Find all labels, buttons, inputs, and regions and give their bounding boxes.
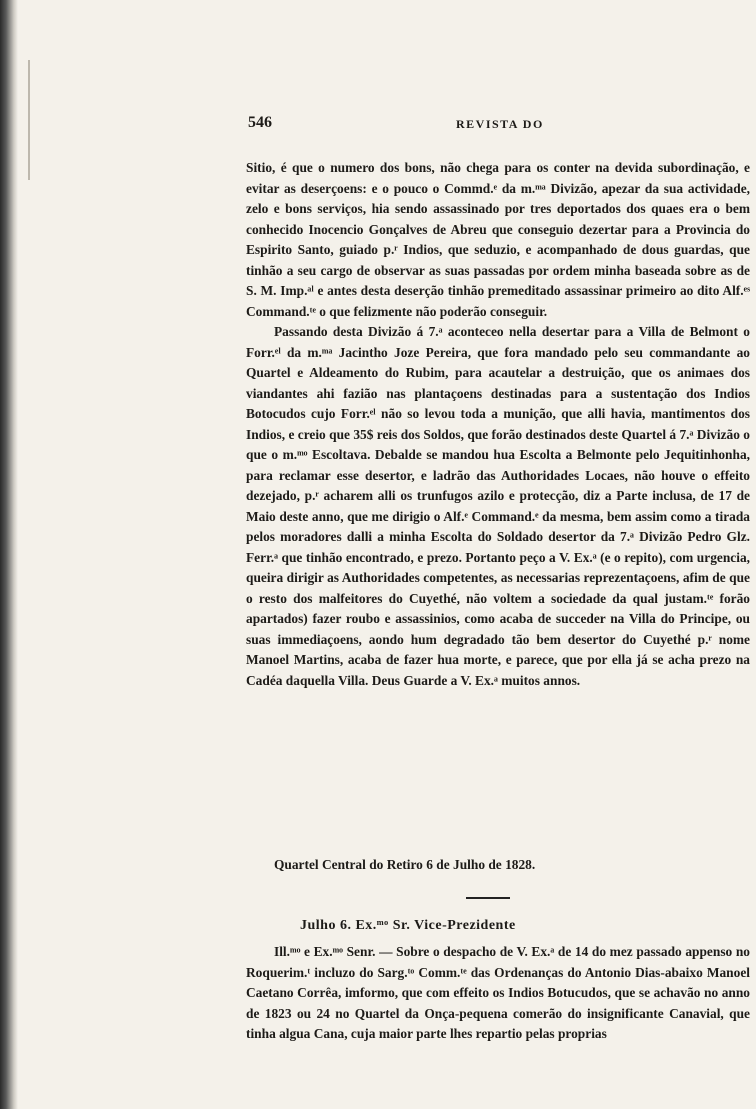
letter-signoff: Quartel Central do Retiro 6 de Julho de 1828. [274,857,536,872]
section-divider [466,897,510,899]
letter-body [246,158,750,691]
page-binding-edge [0,0,18,1109]
section-body [246,942,750,1045]
running-head: REVISTA DO [456,117,544,131]
page-header [248,114,726,144]
paragraph-continuation: Sitio, é que o numero dos bons, não chega para os conter na devida subordinação, e evitar as deserçoens: e o pouco o Commd.ᵉ da m.ᵐᵃ Divizão, apezar da sua actividade, zelo e bons serviços, hia sendo assassinado por tres deportados dos quaes era o bem conhecido Inocencio Gonçalves de Abreu que conseguio dezertar para a Provincia do Espirito Santo, guiado p.ʳ Indios, que seduzio, e acompanhado de dous guardas, que tinhão a seu cargo de observar as suas passadas por ordem minha baseada sobre as de S. M. Imp.ᵃˡ e antes desta deserção tinhão premeditado assassinar primeiro ao dito Alf.ᵉˢ Command.ᵗᵉ o que felizmente não poderão conseguir. [246,160,750,319]
page-number: 546 [248,114,272,131]
section-heading: Julho 6. Ex.ᵐᵒ Sr. Vice-Prezidente [300,918,516,933]
paragraph: Passando desta Divizão á 7.ᵃ aconteceo nella desertar para a Villa de Belmont o Forr.ᵉˡ da m.ᵐᵃ Jacintho Joze Pereira, que fora mandado pelo seu commandante ao Quartel e Aldeamento do Rubim, para acautelar a destruição, que os animaes dos viandantes ahi fazião nas plantaçoens destinadas para a sustentação dos Indios Botocudos cujo Forr.ᵉˡ não so levou toda a munição, que alli havia, mantimentos dos Indios, e creio que 35$ reis dos Soldos, que forão destinados deste Quartel á 7.ᵃ Divizão o que o m.ᵐᵒ Escoltava. Debalde se mandou hua Escolta a Belmonte pelo Jequitinhonha, para reclamar esse desertor, e ladrão das Authoridades Locaes, não houve o effeito dezejado, p.ʳ acharem alli os trunfugos azilo e protecção, diz a Parte inclusa, de 17 de Maio deste anno, que me dirigio o Alf.ᵉ Command.ᵉ da mesma, bem assim como a tirada pelos moradores dalli a minha Escolta do Soldado desertor da 7.ᵃ Divizão Pedro Glz. Ferr.ᵃ que tinhão encontrado, e prezo. Portanto peço a V. Ex.ᵃ (e o repito), com urgencia, queira dirigir as Authoridades competentes, as necessarias reprezentaçoens, afim de que o resto dos malfeitores do Cuyethé, não voltem a sociedade da qual justam.ᵗᵉ forão apartados) fazer roubo e assassinios, como acaba de succeder na Villa do Principe, ou suas immediaçoens, aondo hum degradado tão bem desertor do Cuyethé p.ʳ nome Manoel Martins, acaba de fazer hua morte, e parece, que por ella já se acha prezo na Cadéa daquella Villa. Deus Guarde a V. Ex.ᵃ muitos annos. [246,324,750,688]
paragraph: Ill.ᵐᵒ e Ex.ᵐᵒ Senr. — Sobre o despacho de V. Ex.ᵃ de 14 do mez passado appenso no Roquerim.ᵗ incluzo do Sarg.ᵗᵒ Comm.ᵗᵉ das Ordenanças do Antonio Dias-abaixo Manoel Caetano Corrêa, imformo, que com effeito os Indios Botucudos, que se achavão no anno de 1823 ou 24 no Quartel da Onça-pequena comerão do insignificante Canavial, que tinha algua Cana, cuja maior parte lhes repartio pelas proprias [246,944,750,1041]
